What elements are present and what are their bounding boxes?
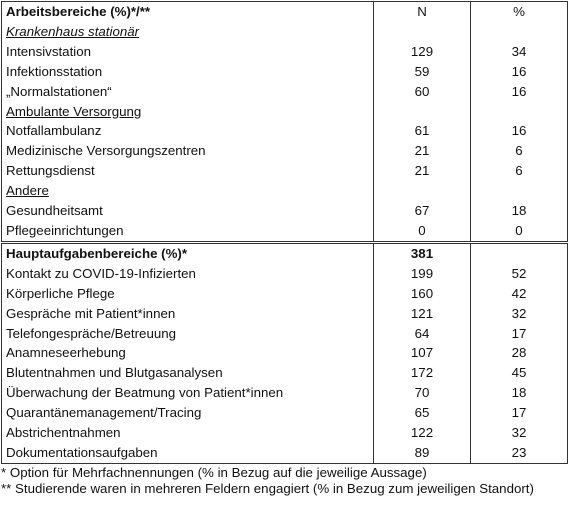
row-pct: 0 (471, 221, 568, 242)
row-pct: 6 (471, 141, 568, 161)
row-label: Notfallambulanz (2, 121, 374, 141)
row-label: „Normalstationen“ (2, 82, 374, 102)
row-n: 21 (374, 141, 471, 161)
table-row (2, 284, 568, 304)
row-pct: 16 (471, 82, 568, 102)
row-label: Körperliche Pflege (2, 284, 374, 304)
row-n: 121 (374, 304, 471, 324)
table-header-row (2, 2, 568, 22)
table-row (2, 121, 568, 141)
table-row (2, 62, 568, 82)
table-row (2, 443, 568, 463)
row-pct: 16 (471, 62, 568, 82)
row-label: Gesundheitsamt (2, 201, 374, 221)
section-header-row (2, 102, 568, 122)
row-n: 64 (374, 324, 471, 344)
row-n: 172 (374, 363, 471, 383)
row-n: 67 (374, 201, 471, 221)
row-pct: 17 (471, 403, 568, 423)
row-pct: 6 (471, 161, 568, 181)
row-pct: 17 (471, 324, 568, 344)
row-n: 60 (374, 82, 471, 102)
section-header-row (2, 22, 568, 42)
table-row (2, 403, 568, 423)
table-row (2, 42, 568, 62)
row-label: Infektionsstation (2, 62, 374, 82)
section-title: Ambulante Versorgung (6, 103, 142, 119)
row-label: Telefongespräche/Betreuung (2, 324, 374, 344)
table-row (2, 264, 568, 284)
row-n: 61 (374, 121, 471, 141)
row-label: Dokumentationsaufgaben (2, 443, 374, 463)
table-row (2, 343, 568, 363)
row-label: Intensivstation (2, 42, 374, 62)
section-title: Krankenhaus stationär (6, 23, 140, 39)
row-label: Kontakt zu COVID-19-Infizierten (2, 264, 374, 284)
row-n: 107 (374, 343, 471, 363)
row-label: Abstrichentnahmen (2, 423, 374, 443)
row-n: 199 (374, 264, 471, 284)
table-row (2, 82, 568, 102)
row-pct: 42 (471, 284, 568, 304)
section-header-row (2, 181, 568, 201)
footnotes (0, 465, 567, 497)
row-pct: 52 (471, 264, 568, 284)
row-n: 122 (374, 423, 471, 443)
section-title: Andere (6, 183, 49, 199)
table-row (2, 161, 568, 181)
row-n: 21 (374, 161, 471, 181)
table-row (2, 201, 568, 221)
row-n: 89 (374, 443, 471, 463)
table-row (2, 304, 568, 324)
tasks-header-row (2, 242, 568, 263)
row-label: Blutentnahmen und Blutgasanalysen (2, 363, 374, 383)
row-pct: 18 (471, 201, 568, 221)
row-pct: 28 (471, 343, 568, 363)
row-n: 0 (374, 221, 471, 242)
tasks-header-n: 381 (374, 242, 471, 263)
header-n: N (374, 2, 471, 22)
tasks-header-label: Hauptaufgabenbereiche (%)* (2, 242, 374, 263)
row-pct: 16 (471, 121, 568, 141)
footnote: ** Studierende waren in mehreren Feldern engagiert (% in Bezug zum jeweiligen Standort) (1, 480, 534, 496)
row-label: Überwachung der Beatmung von Patient*innen (2, 383, 374, 403)
row-label: Rettungsdienst (2, 161, 374, 181)
row-pct: 32 (471, 423, 568, 443)
row-label: Pflegeeinrichtungen (2, 221, 374, 242)
table-row (2, 141, 568, 161)
row-n: 129 (374, 42, 471, 62)
row-n: 59 (374, 62, 471, 82)
row-pct: 45 (471, 363, 568, 383)
table-row (2, 423, 568, 443)
row-label: Gespräche mit Patient*innen (2, 304, 374, 324)
table-row (2, 221, 568, 242)
table-row (2, 324, 568, 344)
row-n: 65 (374, 403, 471, 423)
footnote: * Option für Mehrfachnennungen (% in Bezug auf die jeweilige Aussage) (1, 464, 427, 480)
row-label: Medizinische Versorgungszentren (2, 141, 374, 161)
tasks-header-pct (471, 242, 568, 263)
data-table (1, 1, 568, 464)
table-row (2, 363, 568, 383)
table-row (2, 383, 568, 403)
row-n: 160 (374, 284, 471, 304)
row-pct: 18 (471, 383, 568, 403)
row-pct: 34 (471, 42, 568, 62)
row-pct: 32 (471, 304, 568, 324)
row-n: 70 (374, 383, 471, 403)
row-pct: 23 (471, 443, 568, 463)
row-label: Anamneseerhebung (2, 343, 374, 363)
header-label: Arbeitsbereiche (%)*/** (2, 2, 374, 22)
row-label: Quarantänemanagement/Tracing (2, 403, 374, 423)
header-pct: % (471, 2, 568, 22)
